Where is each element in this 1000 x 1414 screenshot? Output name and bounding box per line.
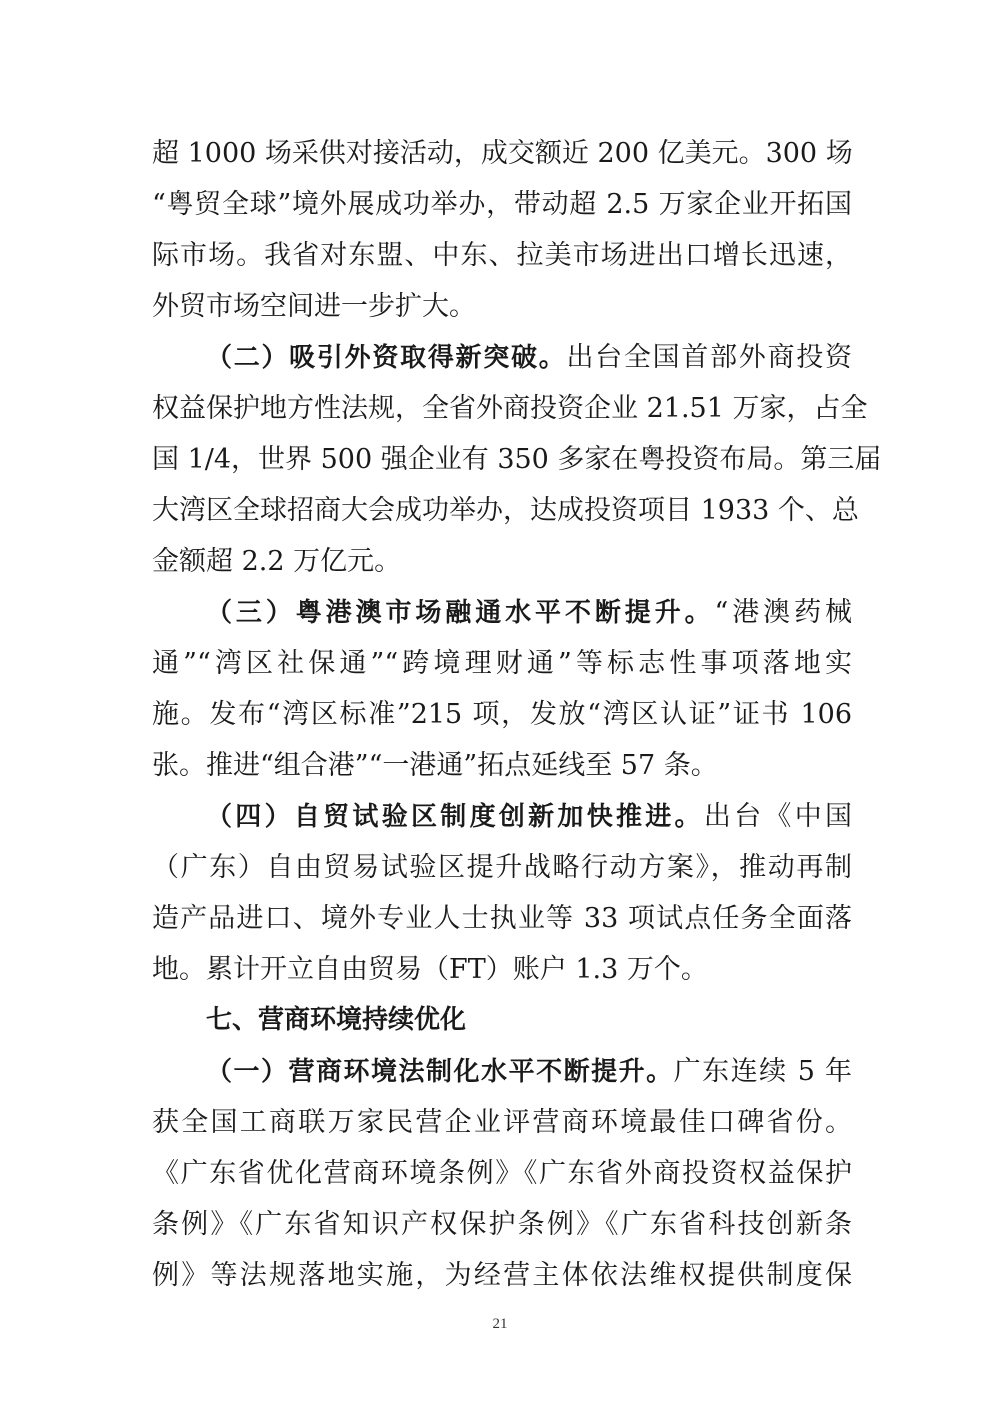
text-line: 通”“湾区社保通”“跨境理财通”等标志性事项落地实 <box>152 648 852 679</box>
paragraph-text: 广东连续 5 年 <box>673 1056 852 1087</box>
page-number: 21 <box>492 1316 508 1332</box>
subheading: （二）吸引外资取得新突破。 <box>206 343 567 373</box>
text-line: 权益保护地方性法规，全省外商投资企业 21.51 万家，占全 <box>152 393 868 424</box>
text-line: 地。累计开立自由贸易（FT）账户 1.3 万个。 <box>152 954 708 985</box>
text-line: 国 1/4，世界 500 强企业有 350 多家在粤投资布局。第三届 <box>152 444 882 475</box>
paragraph-start-line <box>152 1046 852 1097</box>
subheading: （三）粤港澳市场融通水平不断提升。 <box>206 598 715 628</box>
text-line: 金额超 2.2 万亿元。 <box>152 546 402 577</box>
text-line: 条例》《广东省知识产权保护条例》《广东省科技创新条 <box>152 1209 852 1240</box>
text-line: 大湾区全球招商大会成功举办，达成投资项目 1933 个、总 <box>152 495 859 526</box>
text-line: 获全国工商联万家民营企业评营商环境最佳口碑省份。 <box>152 1107 852 1138</box>
text-line: 张。推进“组合港”“一港通”拓点延线至 57 条。 <box>152 750 718 781</box>
subheading: （一）营商环境法制化水平不断提升。 <box>206 1057 674 1087</box>
paragraph-start-line <box>152 791 852 842</box>
paragraph-start-line <box>152 587 852 638</box>
paragraph-text: 出台全国首部外商投资 <box>566 342 852 373</box>
text-line: “粤贸全球”境外展成功举办，带动超 2.5 万家企业开拓国 <box>152 189 852 220</box>
paragraph-text: 出台《中国 <box>703 801 852 832</box>
paragraph-start-line <box>152 332 852 383</box>
text-line: 外贸市场空间进一步扩大。 <box>152 291 476 322</box>
section-heading: 七、营商环境持续优化 <box>206 1005 467 1035</box>
text-line: 超 1000 场采供对接活动，成交额近 200 亿美元。300 场 <box>152 138 853 169</box>
text-line: 《广东省优化营商环境条例》《广东省外商投资权益保护 <box>152 1158 852 1189</box>
text-line: 例》等法规落地实施，为经营主体依法维权提供制度保 <box>152 1260 852 1291</box>
text-line: 施。发布“湾区标准”215 项，发放“湾区认证”证书 106 <box>152 699 852 730</box>
text-line: 际市场。我省对东盟、中东、拉美市场进出口增长迅速， <box>152 240 852 271</box>
document-body <box>152 128 882 1301</box>
text-line: 造产品进口、境外专业人士执业等 33 项试点任务全面落 <box>152 903 852 934</box>
paragraph-text: “港澳药械 <box>714 597 852 628</box>
subheading: （四）自贸试验区制度创新加快推进。 <box>206 802 704 832</box>
text-line: （广东）自由贸易试验区提升战略行动方案》，推动再制 <box>152 852 852 883</box>
